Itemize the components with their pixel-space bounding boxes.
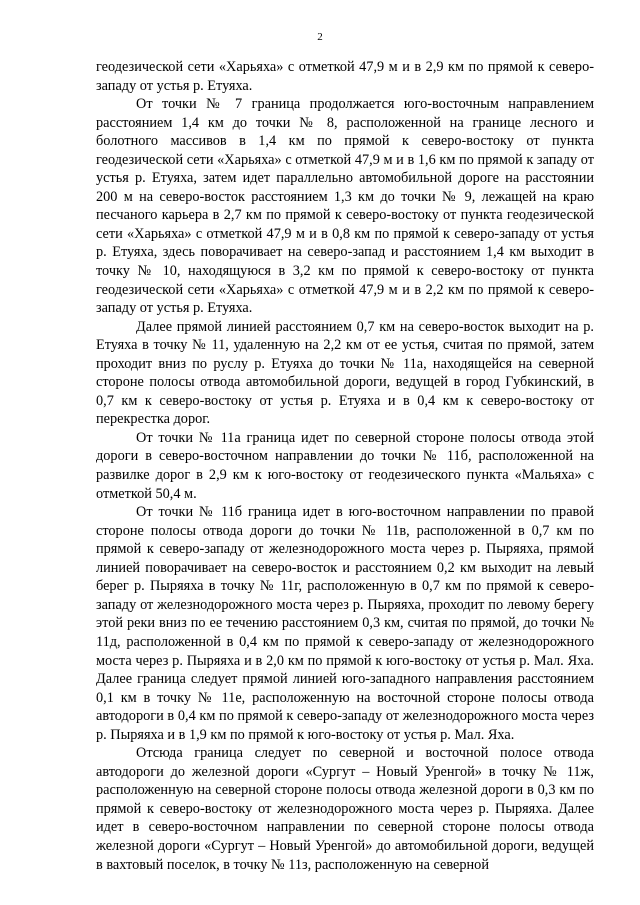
paragraph-point-11b: От точки № 11б граница идет в юго-восточном направлении по правой стороне полосы отвода дороги до точки № 11в, расположенной в 0,7 км по прямой к северо-западу от железнодорожного моста через р. Пыряяха, прямой линией поворачивает на северо-восток и расстоянием 0,2 км выходит на левый берег р. Пыряяха в точку № 11г, расположенную в 0,7 км по прямой к северо-западу от железнодорожного моста через р. Пыряяха, проходит по левому берегу этой реки вниз по ее течению расстоянием 0,3 км, считая по прямой, до точки № 11д, расположенной в 0,4 км по прямой к северо-западу от железнодорожного моста через р. Пыряяха и в 2,0 км по прямой к юго-востоку от устья р. Мал. Яха. Далее граница следует прямой линией юго-западного направления расстоянием 0,1 км в точку № 11е, расположенную на восточной стороне полосы отвода автодороги в 0,4 км по прямой к северо-западу от железнодорожного моста через р. Пыряяха и в 1,9 км по прямой к юго-востоку от устья р. Мал. Яха.	[96, 504, 594, 743]
paragraph-continuation: геодезической сети «Харьяха» с отметкой 47,9 м и в 2,9 км по прямой к северо-западу от устья р. Етуяха.	[96, 59, 594, 94]
paragraph-point-11: Далее прямой линией расстоянием 0,7 км на северо-восток выходит на р. Етуяха в точку № 11, удаленную на 2,2 км от ее устья, считая по прямой, затем проходит вниз по руслу р. Етуяха до точки № 11а, находящейся на северной стороне полосы отвода автомобильной дороги, ведущей в город Губкинский, в 0,7 км к северо-востоку от устья р. Етуяха и в 0,4 км к северо-востоку от перекрестка дорог.	[96, 318, 594, 428]
paragraph-point-11zh: Отсюда граница следует по северной и восточной полосе отвода автодороги до железной дороги «Сургут – Новый Уренгой» в точку № 11ж, расположенную на северной стороне полосы отвода железной дороги в 0,3 км по прямой к северо-востоку от железнодорожного моста через р. Пыряяха. Далее идет в северо-восточном направлении по северной стороне полосы отвода железной дороги «Сургут – Новый Уренгой» до автомобильной дороги, ведущей в вахтовый поселок, в точку № 11з, расположенную на северной	[96, 745, 594, 873]
page-number: 2	[317, 31, 323, 43]
paragraph-point-11a: От точки № 11а граница идет по северной стороне полосы отвода этой дороги в северо-восточном направлении до точки № 11б, расположенной на развилке дорог в 2,9 км к юго-востоку от геодезического пункта «Мальяха» с отметкой 50,4 м.	[96, 429, 594, 502]
document-body	[96, 58, 594, 874]
paragraph-point-7: От точки № 7 граница продолжается юго-восточным направлением расстоянием 1,4 км до точки № 8, расположенной на границе лесного и болотного массивов в 1,4 км по прямой к северо-востоку от пункта геодезической сети «Харьяха» с отметкой 47,9 м и в 1,6 км по прямой к западу от устья р. Етуяха, затем идет параллельно автомобильной дороге на расстоянии 200 м на северо-восток расстоянием 1,3 км до точки № 9, лежащей на краю песчаного карьера в 2,7 км по прямой к северо-востоку от пункта геодезической сети «Харьяха» с отметкой 47,9 м и в 0,8 км по прямой к северо-западу от устья р. Етуяха, здесь поворачивает на северо-запад и расстоянием 1,4 км выходит в точку № 10, находящуюся в 3,2 км по прямой к северо-востоку от пункта геодезической сети «Харьяха» с отметкой 47,9 м и в 2,2 км по прямой к северо-западу от устья р. Етуяха.	[96, 96, 594, 317]
